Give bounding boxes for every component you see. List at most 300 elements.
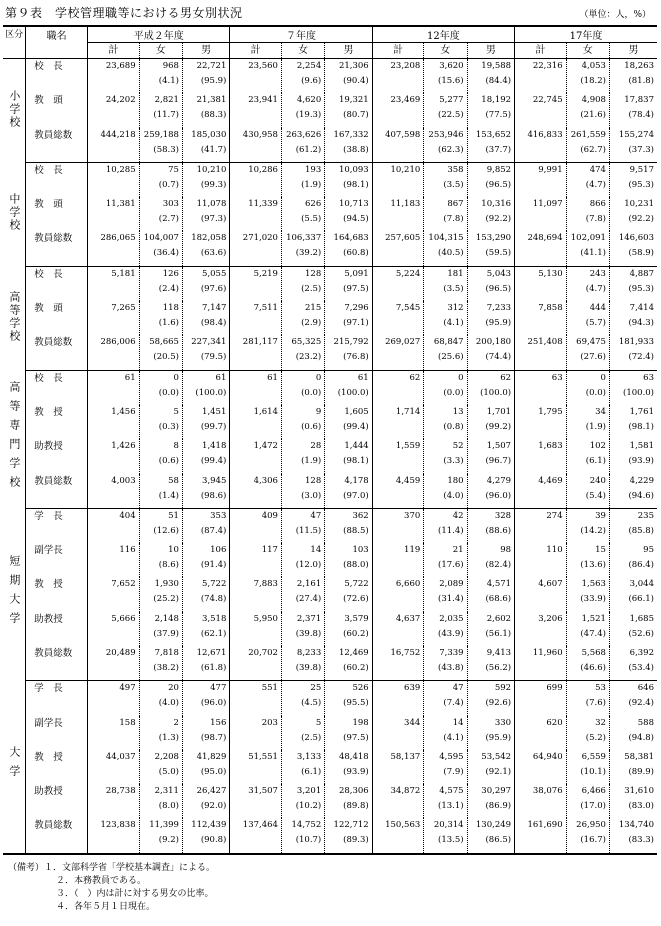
table-row: [3, 370, 657, 405]
value-cell: 444,218: [88, 128, 140, 163]
table-row: [3, 405, 657, 439]
value-cell: 2,254 (9.6): [281, 59, 324, 94]
value-cell: 28 (1.9): [281, 439, 324, 473]
value-cell: 28,306 (89.8): [325, 784, 372, 818]
value-cell: 5,130: [515, 266, 567, 301]
value-cell: 312 (4.1): [424, 301, 467, 335]
role-label: 助教授: [26, 612, 88, 646]
value-cell: 4,571 (68.6): [467, 577, 514, 611]
subheader-male: 男: [325, 43, 372, 59]
value-cell: 146,603 (58.9): [609, 231, 657, 266]
value-cell: 4,459: [372, 474, 424, 509]
value-cell: 103 (88.0): [325, 543, 372, 577]
role-label: 校 長: [26, 59, 88, 94]
value-cell: 867 (7.8): [424, 197, 467, 231]
value-cell: 286,006: [88, 335, 140, 370]
value-cell: 3,044 (66.1): [609, 577, 657, 611]
value-cell: 3,620 (15.6): [424, 59, 467, 94]
subheader-total: 計: [88, 43, 140, 59]
table-row: [3, 231, 657, 266]
value-cell: 47 (7.4): [424, 681, 467, 716]
role-label: 教員総数: [26, 646, 88, 681]
header-role: 職名: [26, 26, 88, 59]
value-cell: 23,560: [230, 59, 282, 94]
value-cell: 61 (100.0): [325, 370, 372, 405]
value-cell: 2,161 (27.4): [281, 577, 324, 611]
value-cell: 10,210 (99.3): [182, 162, 229, 197]
value-cell: 10,713 (94.5): [325, 197, 372, 231]
value-cell: 130,249 (86.5): [467, 818, 514, 854]
table-row: [3, 59, 657, 94]
value-cell: 95 (86.4): [609, 543, 657, 577]
value-cell: 257,605: [372, 231, 424, 266]
value-cell: 2,089 (31.4): [424, 577, 467, 611]
value-cell: 1,418 (99.4): [182, 439, 229, 473]
value-cell: 3,579 (60.2): [325, 612, 372, 646]
value-cell: 588 (94.8): [609, 716, 657, 750]
value-cell: 155,274 (37.3): [609, 128, 657, 163]
value-cell: 7,296 (97.1): [325, 301, 372, 335]
value-cell: 5,666: [88, 612, 140, 646]
value-cell: 409: [230, 508, 282, 543]
value-cell: 61: [88, 370, 140, 405]
value-cell: 215,792 (76.8): [325, 335, 372, 370]
value-cell: 1,930 (25.2): [139, 577, 182, 611]
value-cell: 13 (0.8): [424, 405, 467, 439]
value-cell: 182,058 (63.6): [182, 231, 229, 266]
value-cell: 110: [515, 543, 567, 577]
value-cell: 14,752 (10.7): [281, 818, 324, 854]
value-cell: 64,940: [515, 750, 567, 784]
value-cell: 181 (3.5): [424, 266, 467, 301]
value-cell: 4,908 (21.6): [566, 93, 609, 127]
value-cell: 164,683 (60.8): [325, 231, 372, 266]
value-cell: 253,946 (62.3): [424, 128, 467, 163]
table-row: [3, 93, 657, 127]
value-cell: 41,829 (95.0): [182, 750, 229, 784]
data-table: [3, 25, 657, 855]
value-cell: 407,598: [372, 128, 424, 163]
value-cell: 11,097: [515, 197, 567, 231]
subheader-male: 男: [467, 43, 514, 59]
value-cell: 5,224: [372, 266, 424, 301]
value-cell: 11,339: [230, 197, 282, 231]
value-cell: 185,030 (41.7): [182, 128, 229, 163]
value-cell: 9 (0.6): [281, 405, 324, 439]
value-cell: 63: [515, 370, 567, 405]
value-cell: 4,637: [372, 612, 424, 646]
value-cell: 0 (0.0): [424, 370, 467, 405]
header-section: 区分: [3, 26, 26, 59]
value-cell: 20 (4.0): [139, 681, 182, 716]
table-row: [3, 128, 657, 163]
value-cell: 1,444 (98.1): [325, 439, 372, 473]
value-cell: 474 (4.7): [566, 162, 609, 197]
value-cell: 362 (88.5): [325, 508, 372, 543]
value-cell: 370: [372, 508, 424, 543]
value-cell: 6,559 (10.1): [566, 750, 609, 784]
value-cell: 104,007 (36.4): [139, 231, 182, 266]
value-cell: 444 (5.7): [566, 301, 609, 335]
role-label: 校 長: [26, 266, 88, 301]
table-row: [3, 784, 657, 818]
subheader-female: 女: [566, 43, 609, 59]
value-cell: 11,183: [372, 197, 424, 231]
note-line: ４．各年５月１日現在。: [56, 902, 156, 912]
value-cell: 63 (100.0): [609, 370, 657, 405]
value-cell: 180 (4.0): [424, 474, 467, 509]
value-cell: 18,192 (77.5): [467, 93, 514, 127]
value-cell: 47 (11.5): [281, 508, 324, 543]
value-cell: 269,027: [372, 335, 424, 370]
subheader-total: 計: [372, 43, 424, 59]
value-cell: 58,665 (20.5): [139, 335, 182, 370]
value-cell: 7,147 (98.4): [182, 301, 229, 335]
role-label: 教 頭: [26, 93, 88, 127]
value-cell: 215 (2.9): [281, 301, 324, 335]
header-year: 12年度: [372, 26, 514, 43]
value-cell: 968 (4.1): [139, 59, 182, 94]
value-cell: 198 (97.5): [325, 716, 372, 750]
subheader-female: 女: [424, 43, 467, 59]
value-cell: 4,178 (97.0): [325, 474, 372, 509]
role-label: 教員総数: [26, 335, 88, 370]
value-cell: 9,852 (96.5): [467, 162, 514, 197]
value-cell: 639: [372, 681, 424, 716]
value-cell: 4,469: [515, 474, 567, 509]
role-label: 校 長: [26, 370, 88, 405]
table-row: [3, 508, 657, 543]
value-cell: 53,542 (92.1): [467, 750, 514, 784]
value-cell: 116: [88, 543, 140, 577]
value-cell: 20,314 (13.5): [424, 818, 467, 854]
subheader-total: 計: [515, 43, 567, 59]
value-cell: 3,518 (62.1): [182, 612, 229, 646]
note-line: ２．本務教員である。: [56, 876, 147, 886]
value-cell: 119: [372, 543, 424, 577]
unit-label: （単位：人，%）: [579, 10, 651, 20]
value-cell: 10 (8.6): [139, 543, 182, 577]
table-row: [3, 543, 657, 577]
value-cell: 118 (1.6): [139, 301, 182, 335]
table-row: [3, 197, 657, 231]
value-cell: 128 (3.0): [281, 474, 324, 509]
value-cell: 303 (2.7): [139, 197, 182, 231]
value-cell: 1,426: [88, 439, 140, 473]
value-cell: 7,233 (95.9): [467, 301, 514, 335]
value-cell: 53 (7.6): [566, 681, 609, 716]
value-cell: 15 (13.6): [566, 543, 609, 577]
value-cell: 8 (0.6): [139, 439, 182, 473]
value-cell: 9,413 (56.2): [467, 646, 514, 681]
value-cell: 17,837 (78.4): [609, 93, 657, 127]
value-cell: 23,208: [372, 59, 424, 94]
value-cell: 28,738: [88, 784, 140, 818]
value-cell: 358 (3.5): [424, 162, 467, 197]
value-cell: 61: [230, 370, 282, 405]
value-cell: 227,341 (79.5): [182, 335, 229, 370]
role-label: 校 長: [26, 162, 88, 197]
value-cell: 58,381 (89.9): [609, 750, 657, 784]
value-cell: 51 (12.6): [139, 508, 182, 543]
value-cell: 11,960: [515, 646, 567, 681]
value-cell: 8,233 (39.8): [281, 646, 324, 681]
value-cell: 26,427 (92.0): [182, 784, 229, 818]
value-cell: 102,091 (41.1): [566, 231, 609, 266]
value-cell: 104,315 (40.5): [424, 231, 467, 266]
value-cell: 626 (5.5): [281, 197, 324, 231]
value-cell: 153,290 (59.5): [467, 231, 514, 266]
value-cell: 274: [515, 508, 567, 543]
role-label: 教 授: [26, 405, 88, 439]
table-row: [3, 439, 657, 473]
value-cell: 106 (91.4): [182, 543, 229, 577]
value-cell: 32 (5.2): [566, 716, 609, 750]
value-cell: 259,188 (58.3): [139, 128, 182, 163]
value-cell: 243 (4.7): [566, 266, 609, 301]
value-cell: 106,337 (39.2): [281, 231, 324, 266]
header-year: 平成２年度: [88, 26, 230, 43]
value-cell: 235 (85.8): [609, 508, 657, 543]
table-row: [3, 474, 657, 509]
value-cell: 4,053 (18.2): [566, 59, 609, 94]
value-cell: 14 (4.1): [424, 716, 467, 750]
value-cell: 1,685 (52.6): [609, 612, 657, 646]
value-cell: 7,511: [230, 301, 282, 335]
value-cell: 4,620 (19.3): [281, 93, 324, 127]
value-cell: 3,201 (10.2): [281, 784, 324, 818]
table-row: [3, 646, 657, 681]
value-cell: 10,285: [88, 162, 140, 197]
subheader-male: 男: [182, 43, 229, 59]
table-row: [3, 612, 657, 646]
value-cell: 5,722 (72.6): [325, 577, 372, 611]
table-row: [3, 335, 657, 370]
header-year: ７年度: [230, 26, 372, 43]
value-cell: 22,721 (95.9): [182, 59, 229, 94]
role-label: 教員総数: [26, 818, 88, 854]
value-cell: 6,392 (53.4): [609, 646, 657, 681]
value-cell: 181,933 (72.4): [609, 335, 657, 370]
value-cell: 7,265: [88, 301, 140, 335]
table-row: [3, 818, 657, 854]
value-cell: 11,381: [88, 197, 140, 231]
value-cell: 150,563: [372, 818, 424, 854]
value-cell: 344: [372, 716, 424, 750]
value-cell: 42 (11.4): [424, 508, 467, 543]
value-cell: 12,671 (61.8): [182, 646, 229, 681]
role-label: 学 長: [26, 508, 88, 543]
value-cell: 0 (0.0): [139, 370, 182, 405]
value-cell: 866 (7.8): [566, 197, 609, 231]
table-row: [3, 266, 657, 301]
value-cell: 620: [515, 716, 567, 750]
value-cell: 203: [230, 716, 282, 750]
table-row: [3, 716, 657, 750]
value-cell: 5,091 (97.5): [325, 266, 372, 301]
value-cell: 699: [515, 681, 567, 716]
value-cell: 10,210: [372, 162, 424, 197]
role-label: 教員総数: [26, 474, 88, 509]
table-row: [3, 162, 657, 197]
value-cell: 12,469 (60.2): [325, 646, 372, 681]
value-cell: 497: [88, 681, 140, 716]
value-cell: 117: [230, 543, 282, 577]
value-cell: 98 (82.4): [467, 543, 514, 577]
value-cell: 62: [372, 370, 424, 405]
value-cell: 4,575 (13.1): [424, 784, 467, 818]
value-cell: 6,466 (17.0): [566, 784, 609, 818]
value-cell: 23,941: [230, 93, 282, 127]
value-cell: 1,563 (33.9): [566, 577, 609, 611]
value-cell: 65,325 (23.2): [281, 335, 324, 370]
value-cell: 7,339 (43.8): [424, 646, 467, 681]
value-cell: 5,277 (22.5): [424, 93, 467, 127]
value-cell: 7,818 (38.2): [139, 646, 182, 681]
value-cell: 4,279 (96.0): [467, 474, 514, 509]
table-row: [3, 750, 657, 784]
value-cell: 21,306 (90.4): [325, 59, 372, 94]
value-cell: 23,689: [88, 59, 140, 94]
table-row: [3, 681, 657, 716]
value-cell: 404: [88, 508, 140, 543]
value-cell: 158: [88, 716, 140, 750]
value-cell: 1,472: [230, 439, 282, 473]
value-cell: 1,559: [372, 439, 424, 473]
value-cell: 21,381 (88.3): [182, 93, 229, 127]
value-cell: 5,722 (74.8): [182, 577, 229, 611]
value-cell: 1,521 (47.4): [566, 612, 609, 646]
section-label: 高等専門学校: [3, 370, 26, 508]
note-line: ３．（ ）内は計に対する男女の比率。: [56, 889, 214, 899]
table-row: [3, 577, 657, 611]
value-cell: 137,464: [230, 818, 282, 854]
header-year: 17年度: [515, 26, 657, 43]
value-cell: 7,883: [230, 577, 282, 611]
value-cell: 48,418 (93.9): [325, 750, 372, 784]
role-label: 教 頭: [26, 197, 88, 231]
value-cell: 281,117: [230, 335, 282, 370]
subheader-female: 女: [281, 43, 324, 59]
value-cell: 200,180 (74.4): [467, 335, 514, 370]
page-title: 第９表 学校管理職等における男女別状況: [5, 6, 243, 20]
value-cell: 4,887 (95.3): [609, 266, 657, 301]
value-cell: 193 (1.9): [281, 162, 324, 197]
value-cell: 22,745: [515, 93, 567, 127]
value-cell: 1,795: [515, 405, 567, 439]
value-cell: 26,950 (16.7): [566, 818, 609, 854]
role-label: 教 頭: [26, 301, 88, 335]
value-cell: 102 (6.1): [566, 439, 609, 473]
table-row: [3, 301, 657, 335]
value-cell: 112,439 (90.8): [182, 818, 229, 854]
subheader-male: 男: [609, 43, 657, 59]
value-cell: 251,408: [515, 335, 567, 370]
value-cell: 2 (1.3): [139, 716, 182, 750]
value-cell: 19,588 (84.4): [467, 59, 514, 94]
value-cell: 58,137: [372, 750, 424, 784]
value-cell: 240 (5.4): [566, 474, 609, 509]
value-cell: 5,043 (96.5): [467, 266, 514, 301]
value-cell: 430,958: [230, 128, 282, 163]
value-cell: 161,690: [515, 818, 567, 854]
section-label: 小学校: [3, 59, 26, 163]
section-label: 短期大学: [3, 508, 26, 680]
value-cell: 10,286: [230, 162, 282, 197]
role-label: 助教授: [26, 439, 88, 473]
value-cell: 123,838: [88, 818, 140, 854]
value-cell: 25 (4.5): [281, 681, 324, 716]
value-cell: 122,712 (89.3): [325, 818, 372, 854]
value-cell: 68,847 (25.6): [424, 335, 467, 370]
value-cell: 1,581 (93.9): [609, 439, 657, 473]
value-cell: 5,568 (46.6): [566, 646, 609, 681]
value-cell: 34 (1.9): [566, 405, 609, 439]
value-cell: 7,545: [372, 301, 424, 335]
value-cell: 10,231 (92.2): [609, 197, 657, 231]
value-cell: 551: [230, 681, 282, 716]
value-cell: 1,451 (99.7): [182, 405, 229, 439]
value-cell: 38,076: [515, 784, 567, 818]
value-cell: 11,399 (9.2): [139, 818, 182, 854]
value-cell: 1,701 (99.2): [467, 405, 514, 439]
value-cell: 18,263 (81.8): [609, 59, 657, 94]
value-cell: 477 (96.0): [182, 681, 229, 716]
value-cell: 7,414 (94.3): [609, 301, 657, 335]
section-label: 中学校: [3, 162, 26, 266]
value-cell: 51,551: [230, 750, 282, 784]
role-label: 助教授: [26, 784, 88, 818]
value-cell: 23,469: [372, 93, 424, 127]
value-cell: 5,181: [88, 266, 140, 301]
value-cell: 2,821 (11.7): [139, 93, 182, 127]
value-cell: 30,297 (86.9): [467, 784, 514, 818]
value-cell: 62 (100.0): [467, 370, 514, 405]
role-label: 教員総数: [26, 128, 88, 163]
value-cell: 58 (1.4): [139, 474, 182, 509]
value-cell: 5 (2.5): [281, 716, 324, 750]
value-cell: 1,507 (96.7): [467, 439, 514, 473]
value-cell: 69,475 (27.6): [566, 335, 609, 370]
value-cell: 61 (100.0): [182, 370, 229, 405]
value-cell: 7,858: [515, 301, 567, 335]
value-cell: 5,219: [230, 266, 282, 301]
value-cell: 167,332 (38.8): [325, 128, 372, 163]
value-cell: 44,037: [88, 750, 140, 784]
value-cell: 526 (95.5): [325, 681, 372, 716]
value-cell: 2,311 (8.0): [139, 784, 182, 818]
value-cell: 328 (88.6): [467, 508, 514, 543]
value-cell: 128 (2.5): [281, 266, 324, 301]
value-cell: 31,507: [230, 784, 282, 818]
role-label: 副学長: [26, 543, 88, 577]
value-cell: 31,610 (83.0): [609, 784, 657, 818]
value-cell: 126 (2.4): [139, 266, 182, 301]
value-cell: 592 (92.6): [467, 681, 514, 716]
value-cell: 5,055 (97.6): [182, 266, 229, 301]
value-cell: 6,660: [372, 577, 424, 611]
note-line: （備考）１．文部科学省「学校基本調査」による。: [8, 863, 216, 873]
value-cell: 416,833: [515, 128, 567, 163]
value-cell: 20,702: [230, 646, 282, 681]
value-cell: 286,065: [88, 231, 140, 266]
value-cell: 134,740 (83.3): [609, 818, 657, 854]
value-cell: 2,208 (5.0): [139, 750, 182, 784]
value-cell: 22,316: [515, 59, 567, 94]
value-cell: 20,489: [88, 646, 140, 681]
value-cell: 14 (12.0): [281, 543, 324, 577]
value-cell: 4,595 (7.9): [424, 750, 467, 784]
